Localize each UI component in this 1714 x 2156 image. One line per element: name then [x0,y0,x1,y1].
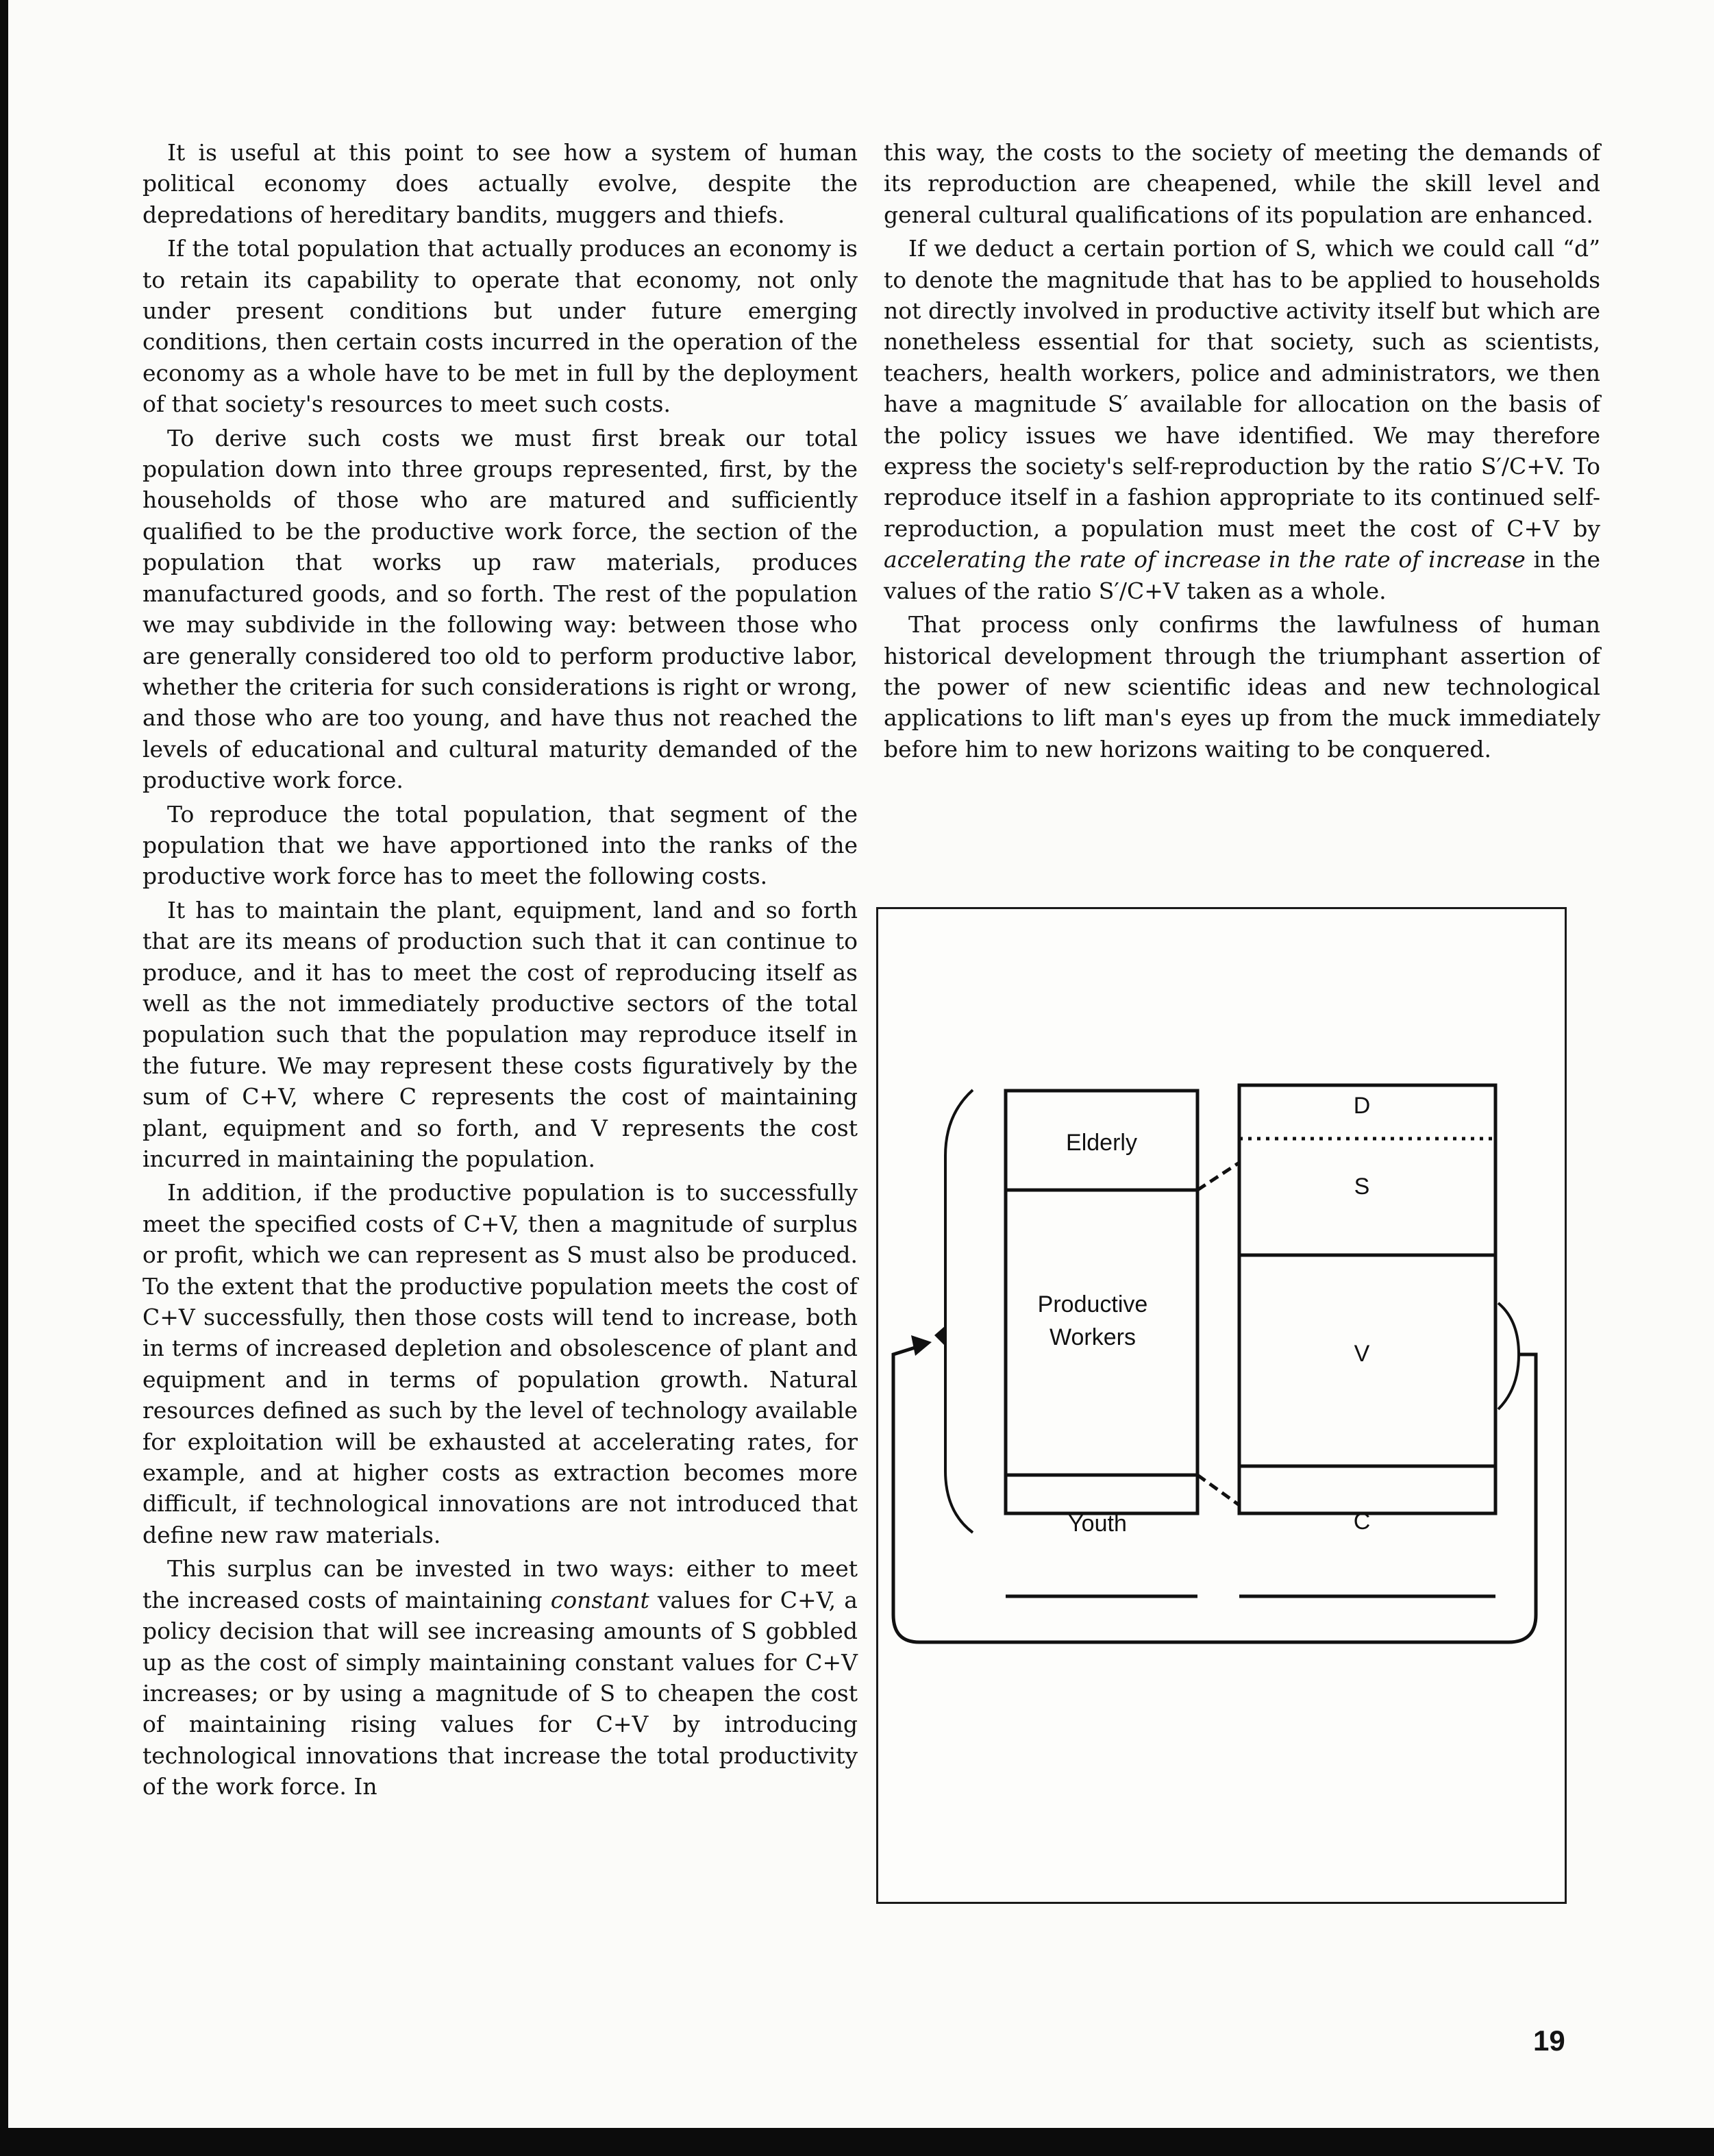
connector-line [1197,1475,1239,1505]
text-run: This surplus can be invested in two ways: either to meet the increased costs of maintaining [142,1555,858,1613]
paragraph: That process only confirms the lawfulness of human historical development through the triumphant assertion of the power of new scientific ideas and new technological applications to lift man's eyes up from the muck immediately before him to new horizons waiting to be conquered. [884,611,1600,763]
label-youth: Youth [1068,1511,1127,1537]
label-c: C [1353,1509,1371,1535]
reproduction-diagram [876,907,1567,1904]
paragraph: To reproduce the total population, that segment of the population that we have apportioned into the ranks of the productive work force has to meet the following costs. [142,800,858,890]
label-elderly: Elderly [1066,1130,1137,1156]
page-left-edge [0,0,8,2156]
value-column [1239,1085,1495,1513]
paragraph: It is useful at this point to see how a system of human political economy does actually evolve, despite the depredations of hereditary bandits, muggers and thiefs. [142,139,858,228]
label-s: S [1354,1174,1370,1200]
paragraph: If the total population that actually produces an economy is to retain its capability to operate that economy, not only under present conditions but under future emerging conditions, then certain costs incurred in the operation of the economy as a whole have to be met in full by the deployment of that society's resources to meet such costs. [142,235,858,418]
text-run: in the values of the ratio S′/C+V taken as a whole. [884,546,1600,604]
emphasis: accelerating the rate of increase in the rate of increase [884,546,1526,573]
label-productive: Productive [1037,1291,1148,1317]
left-brace [945,1090,973,1533]
paragraph [142,1553,858,1802]
arrow-head-icon [911,1335,932,1356]
paragraph: In addition, if the productive population is to successfully meet the specified costs of C+V, then a magnitude of surplus or profit, which we can represent as S must also be produced. To the extent that the productive population meets the cost of C+V successfully, then those costs will tend to increase, both in terms of increased depletion and obsolescence of plant and equipment and in terms of population growth. Natural resources defined as such by the level of technology available for exploitation will be exhausted at accelerating rates, for example, and at higher costs as extraction becomes more difficult, if technological innovations are not introduced that define new raw materials. [142,1179,858,1548]
brace-tip-icon [934,1326,945,1346]
right-brace [1498,1303,1519,1409]
page-number: 19 [1533,2024,1565,2057]
right-column [884,137,1600,767]
text-run: values for C+V, a policy decision that will see increasing amounts of S gobbled up as the cost of simply maintaining constant values for C+V increases; or by using a magnitude of S to cheapen the cost of maintaining rising values for C+V by introducing technological innovations that increase the total productivity of the work force. In [142,1586,858,1800]
left-column [142,137,858,1805]
paragraph: It has to maintain the plant, equipment, land and so forth that are its means of production such that it can continue to produce, and it has to meet the cost of reproducing itself as well as the not immediately productive sectors of the total population such that the population may reproduce itself in the future. We may represent these costs figuratively by the sum of C+V, where C represents the cost of maintaining plant, equipment and so forth, and V represents the cost incurred in maintaining the population. [142,896,858,1172]
paragraph: To derive such costs we must first break our total population down into three groups represented, first, by the households of those who are matured and sufficiently qualified to be the productive work force, the section of the population that works up raw materials, produces manufactured goods, and so forth. The rest of the population we may subdivide in the following way: between those who are generally considered too old to perform productive labor, whether the criteria for such considerations is right or wrong, and those who are too young, and have thus not reached the levels of educational and cultural maturity demanded of the productive work force. [142,424,858,794]
text-run: If we deduct a certain portion of S, which we could call “d” to denote the magnitude that has to be applied to households not directly involved in productive activity itself but which are nonetheless essential for that society, such as scientists, teachers, health workers, police and administrators, we then have a magnitude S′ available for allocation on the basis of the policy issues we have identified. We may therefore express the society's self-reproduction by the ratio S′/C+V. To reproduce itself in a fashion appropriate to its continued self-reproduction, a population must meet the cost of C+V by [884,235,1600,542]
paragraph [884,233,1600,606]
label-v: V [1354,1341,1370,1367]
connector-line [1197,1163,1239,1190]
emphasis: constant [550,1586,649,1613]
label-workers: Workers [1049,1324,1136,1350]
page-bottom-edge [0,2128,1714,2156]
diagram-canvas [878,909,1569,1906]
label-d: D [1353,1093,1371,1119]
paragraph: this way, the costs to the society of meeting the demands of its reproduction are cheapened, while the skill level and general cultural qualifications of its population are enhanced. [884,139,1600,228]
